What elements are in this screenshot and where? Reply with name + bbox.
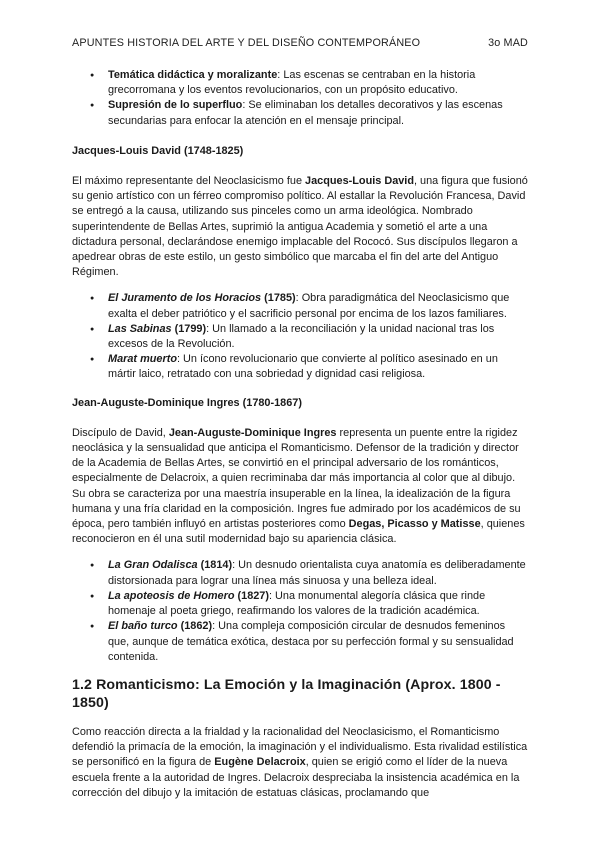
intro-bullet-list [72, 68, 528, 129]
section-heading-david: Jacques-Louis David (1748-1825) [72, 144, 244, 157]
paragraph-ingres: Discípulo de David, Jean-Auguste-Dominique Ingres representa un puente entre la rigidez neoclásica y la sensualidad que anticipa el Romanticismo. Defensor de la tradición y director de la Academia de Bellas Artes, se convirtió en el principal adversario de los románticos, especialmente de Delacroix, a quien recriminaba dar más importancia al color que al dibujo. Su obra se caracteriza por una maestría insuperable en la línea, la idealización de la figura humana y una fría claridad en la composición. Ingres fue admirado por los académicos de su época, pero también influyó en artistas posteriores como Degas, Picasso y Matisse, quienes reconocieron en él una sutil modernidad bajo su apariencia clásica. [72, 426, 525, 546]
work-year: (1862) [177, 620, 213, 633]
page-content [72, 68, 528, 801]
work-year: (1814) [197, 559, 233, 572]
bullet-text: : Las escenas se centraban en la historia grecorromana y los eventos revolucionarios, con un propósito educativo. [108, 69, 476, 97]
page-header [72, 37, 528, 49]
work-title: La apoteosis de Homero [108, 589, 235, 602]
section-heading-ingres: Jean-Auguste-Dominique Ingres (1780-1867) [72, 396, 302, 409]
header-title: APUNTES HISTORIA DEL ARTE Y DEL DISEÑO CONTEMPORÁNEO [72, 37, 421, 49]
work-title: Las Sabinas [108, 322, 172, 335]
bullet-term: Supresión de lo superfluo [108, 99, 243, 112]
work-title: La Gran Odalisca [108, 559, 198, 572]
paragraph-romanticism: Como reacción directa a la frialdad y la racionalidad del Neoclasicismo, el Romanticismo defendió la primacía de la emoción, la imaginación y el individualismo. Esta rivalidad estilística se personificó en la figura de Eugène Delacroix, quien se erigió como el líder de la nueva escuela frente a la autoridad de Ingres. Delacroix despreciaba la insistencia académica en la corrección del dibujo y la imitación de estatuas clásicas, proclamando que [72, 725, 528, 799]
artist-names: Degas, Picasso y Matisse [348, 518, 481, 531]
work-year: (1799) [171, 322, 207, 335]
artist-name: Jean-Auguste-Dominique Ingres [168, 426, 337, 439]
work-title: Marat muerto [108, 353, 177, 366]
list-item [108, 68, 528, 98]
bullet-term: Temática didáctica y moralizante [108, 69, 278, 81]
list-item: ● El baño turco (1862): Una compleja composición circular de desnudos femeninos que, aunque de temática exótica, destaca por su perfección formal y su sensualidad contenida. [108, 619, 528, 665]
list-item: ● La Gran Odalisca (1814): Un desnudo orientalista cuya anatomía es deliberadamente distorsionada para lograr una línea más sinuosa y una belleza ideal. [108, 558, 528, 588]
david-works-list [72, 291, 528, 382]
list-item [108, 98, 528, 128]
list-item: ● Marat muerto: Un ícono revolucionario que convierte al político asesinado en un mártir laico, retratado con una sobriedad y dignidad casi religiosa. [108, 352, 528, 382]
bullet-text: : Se eliminaban los detalles decorativos y las escenas secundarias para enfocar la atención en el mensaje principal. [108, 99, 503, 127]
ingres-works-list [72, 558, 528, 664]
work-year: (1827) [234, 589, 269, 602]
paragraph-david: El máximo representante del Neoclasicismo fue Jacques-Louis David, una figura que fusionó su genio artístico con un férreo compromiso político. Al estallar la Revolución Francesa, David se entregó a la causa, utilizando sus pinceles como un arma ideológica. Nombrado superintendente de Bellas Artes, suprimió la antigua Academia y sometió el arte a una dictadura personal, declarándose enemigo implacable del Rococó. Sus discípulos llegaron a apedrear obras de este estilo, un gesto simbólico que marcaba el fin del arte del Antiguo Régimen. [72, 175, 528, 279]
list-item: ● Las Sabinas (1799): Un llamado a la reconciliación y la unidad nacional tras los excesos de la Revolución. [108, 322, 528, 352]
section-heading-romanticism: 1.2 Romanticismo: La Emoción y la Imaginación (Aprox. 1800 - 1850) [72, 676, 501, 711]
artist-name: Jacques-Louis David [305, 175, 414, 188]
work-year: (1785) [261, 292, 296, 305]
list-item: ● El Juramento de los Horacios (1785): Obra paradigmática del Neoclasicismo que exalta el deber patriótico y el sacrificio personal por encima de los lazos familiares. [108, 291, 528, 321]
list-item: ● La apoteosis de Homero (1827): Una monumental alegoría clásica que rinde homenaje al poeta griego, reafirmando los valores de la tradición académica. [108, 589, 528, 619]
header-course: 3o MAD [488, 37, 528, 49]
work-title: El Juramento de los Horacios [108, 292, 262, 305]
work-title: El baño turco [108, 620, 178, 633]
artist-name: Eugène Delacroix [214, 756, 306, 769]
